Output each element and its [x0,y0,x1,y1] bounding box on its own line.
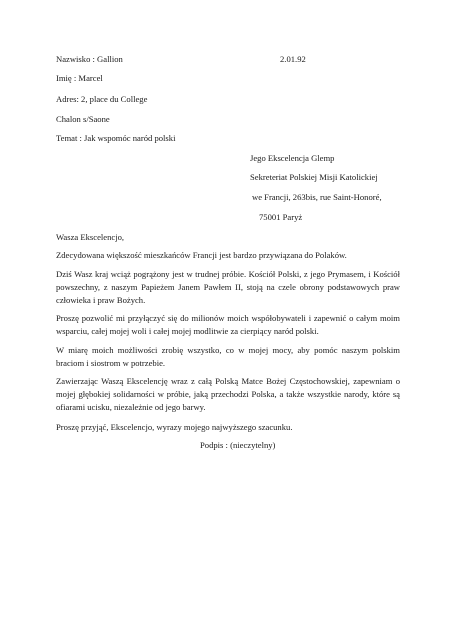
salutation: Wasza Ekscelencjo, [56,232,125,242]
paragraph-4: W miarę moich możliwości zrobię wszystko, co w mojej mocy, aby pomóc naszym polskim braciom i siostrom w potrzebie. [56,345,400,368]
city-line: Chalon s/Saone [56,114,110,124]
closing-line: Proszę przyjąć, Ekscelencjo, wyrazy mojego najwyższego szacunku. [56,422,293,432]
recipient-office: Sekreteriat Polskiej Misji Katolickiej [250,172,378,182]
first-name-line: Imię : Marcel [56,73,103,83]
surname-line: Nazwisko : Gallion [56,54,123,64]
recipient-name: Jego Ekscelencja Glemp [250,153,335,163]
letter-date: 2.01.92 [280,54,306,64]
subject-line: Temat : Jak wspomóc naród polski [56,133,176,143]
paragraph-3: Proszę pozwolić mi przyłączyć się do milionów moich współobywateli i zapewnić o całym moim wsparciu, całej mojej woli i całej mojej modlitwie za cierpiący naród polski. [56,313,400,336]
recipient-street: we Francji, 263bis, rue Saint-Honoré, [252,192,382,202]
paragraph-1: Zdecydowana większość mieszkańców Francji jest bardzo przywiązana do Polaków. [56,250,347,260]
paragraph-5: Zawierzając Waszą Ekscelencję wraz z całą Polską Matce Bożej Częstochowskiej, zapewniam o mojej głębokiej solidarności w próbie, jaką przechodzi Polska, a także wszystkie narody, które są ofiarami ucisku, niezależnie od jego barwy. [56,376,400,412]
address-line: Adres: 2, place du College [56,94,148,104]
paragraph-2: Dziś Wasz kraj wciąż pogrążony jest w trudnej próbie. Kościół Polski, z jego Prymasem, i Kościół powszechny, z naszym Papieżem Janem Pawłem II, stoją na czele obrony podstawowych praw człowieka i praw Bożych. [56,269,400,305]
signature-line: Podpis : (nieczytelny) [200,440,276,450]
recipient-city: 75001 Paryż [259,212,303,222]
